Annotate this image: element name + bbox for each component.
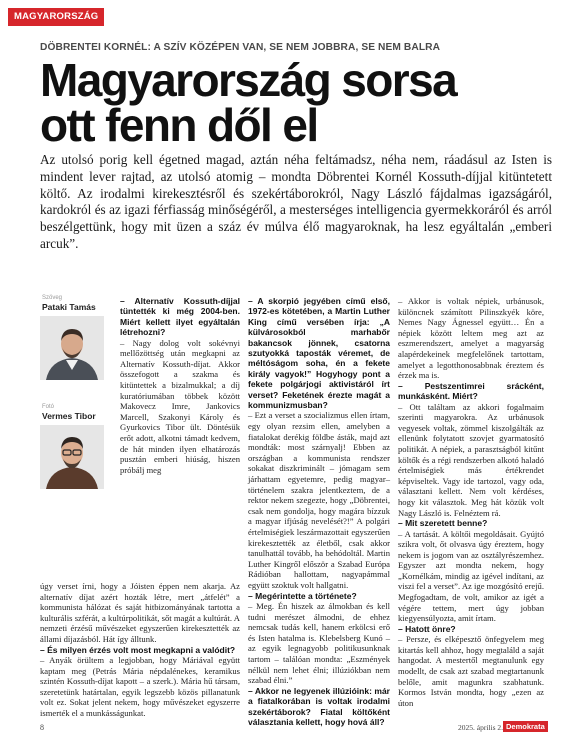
- interview-answer: úgy verset írni, hogy a Jóisten éppen nem akarja. Az alternatív díjat azért hozták létre, mert „átfelét” a kommunista hálózat és saját hitbizományának tartotta a kulturális szférát, a kultúrpolitikát, sőt magát a kultúrát. A nemzeti érzésű művészeket egyszerűen kirekesztették az állami díjazásból. Hát így álltunk.: [40, 581, 240, 644]
- section-tag: MAGYARORSZÁG: [8, 8, 104, 26]
- article-headline: [40, 54, 560, 151]
- author-credit: Szöveg: [42, 295, 63, 301]
- interview-answer: – Persze, és elképesztő önfegyelem meg kitartás kell ahhoz, hogy megtaláld a saját hangodat. A mestertől megtanulunk egy modellt, de csak azt szabad megtartanunk belőle, amit magunkra szabhatunk. Kormos István mondta, hogy „ezen az úton: [398, 634, 544, 708]
- photographer-credit: Fotó: [42, 404, 55, 410]
- author-portrait-icon: [40, 316, 104, 380]
- headline-line-1: Magyarország sorsa: [40, 54, 457, 106]
- interview-answer: – Ezt a verset a szocializmus ellen írtam, egy olyan rezsim ellen, amelyben a fiatalokat derékig földbe ásták, majd azt mondták: most szárnyalj! Ebben az országban a kommunista rendszer sokakat diszkriminált – jómagam sem járhattam egyetemre, pedig magyar–történelem szakra jelentkeztem, de a rektor nekem szegezte, hogy „Döbrentei, csak nem gondolja, hogy magára bízzuk a magyar ifjúság nevelését?!” A polgári értelmiségiek leszármazottait egyszerűen kirekesztették az életből, csak akkor tanulhattál tovább, ha behódoltál. Martin Luther Kingről először a Szabad Európa Rádióban hallottam, nagyapámmal együtt szoktuk volt hallgatni.: [248, 410, 390, 590]
- interview-question: – Hatott önre?: [398, 623, 456, 634]
- interview-answer: – Anyák örültem a legjobban, hogy Máriával együtt kaptam meg (Petrás Mária népdalénekes, keramikus szintén Kossuth-díjat kapott – a szerk.). Mária hű társam, szeretetünk határtalan, egyik legszebb közös pillanatunk volt ez. Sokat jelent nekem, hogy művészeket egyszerre ismerték el a munkásságunkat.: [40, 654, 240, 718]
- author-name: Pataki Tamás: [42, 302, 96, 312]
- author-avatar: [40, 316, 104, 380]
- article-lead: Az utolsó porig kell égetned magad, aztán néha feltámadsz, néha nem, ráadásul az Isten is mindent lever rajtad, az utolsó atomig – mondta Döbrentei Kornél Kossuth-díjjal kitüntetett költő. Az irodalmi kirekesztésről és szekértáborokról, Nagy László fájdalmas igazságáról, kardokról és az igazi férfiasság minőségéről, a mesterséges intelligencia gyermekkoráról és arról beszélgettünk, hogy mit üzen a száz év múlva élő magyaroknak, ha lesz egyáltalán „emberi arcuk”.: [40, 152, 552, 251]
- interview-answer: – Nagy dolog volt sokévnyi mellőzöttség után megkapni az Alternatív Kossuth-díjat. Akkor összefogott a szakma és kitüntettek a bizalmukkal; a díj kuratóriumában többek között Makovecz Imre, Jankovics Marcell, Szakonyi Károly és Gyurkovics Tibor ült. Döntésük erőt adott, alkotni támadt kedvem, de hát minden ilyen elhatározás pusztán emberi hiúság, hiszen próbálj meg: [120, 337, 240, 475]
- interview-answer: – Akkor is voltak népiek, urbánusok, különcnek számított Pilinszkyék köre, Nemes Nagy Ágnessel együtt… Én a népiek között leltem meg azt az eszmerendszert, amelyet a magyarság alapérdekeinek megfelelőnek tartottam, amelyet a legotthonosabbnak éreztem és érzek ma is.: [398, 296, 544, 381]
- article-kicker: DÖBRENTEI KORNÉL: A SZÍV KÖZÉPEN VAN, SE NEM JOBBRA, SE NEM BALRA: [40, 42, 441, 53]
- issue-date: 2025. április 2.: [458, 723, 503, 732]
- magazine-logo: Demokrata: [503, 721, 548, 732]
- body-column-1-continued: [40, 581, 240, 717]
- interview-question: – Alternatív Kossuth-díjjal tüntették ki még 2004-ben. Miért kellett ilyet egyáltalán létrehozni?: [120, 296, 240, 338]
- interview-question: – Pestszentimrei srácként, munkásként. Miért?: [398, 380, 544, 402]
- photographer-portrait-icon: [40, 425, 104, 489]
- interview-question: – Megérintette a története?: [248, 590, 357, 601]
- interview-answer: – Ott találtam az akkori fogalmaim szerinti magyarokra. Az urbánusok vegyesek voltak, zömmel kiszolgálták az ellenünk folytatott szovjet gyarmatosító politikát. A népiek, a parasztságból kitűnt költők és a régi rendszerben alkotó haladó értelmiségiek más értékrendet képviseltek. Vagy ide tartozol, vagy oda, választani kellett. Nem volt kérdéses, hogy kit választok. Meg hát közük volt Nagy László is. Felnéztem rá.: [398, 401, 544, 518]
- interview-question: – Akkor ne legyenek illúzióink: már a fiatalkorában is voltak irodalmi szekértáborok? Fiatal költőként választania kellett, hogy hová áll?: [248, 685, 390, 727]
- body-column-1: [120, 296, 240, 581]
- photographer-avatar: [40, 425, 104, 489]
- interview-question: – És milyen érzés volt most megkapni a valódit?: [40, 644, 236, 655]
- interview-answer: – Meg. Én hiszek az álmokban és kell tudni merészet álmodni, de ehhez nemcsak tudás kell, hanem erkölcsi erő és Isten hatalma is. Klebelsberg Kunó – az egyik legnagyobb politikusunknak tartom – találóan mondta: „Eszmények nélkül nem lehet élni; illúziókban nem szabad élni.”: [248, 600, 390, 686]
- body-column-2: [248, 296, 390, 727]
- body-column-3: [398, 296, 544, 718]
- interview-answer: – A tartását. A költői megoldásait. Gyújtó szikra volt, őt olvasva úgy éreztem, hogy nekem is jogom van az osztályrészemhez. Egyszer azt mondta nekem, hogy „Kornélkám, mindig az igével indítani, az viszi fel a verset”. Az ige mozgósító erejű. Megfogadtam, de volt, amikor az igét a végére tettem, mert úgy jobban kiegyensúlyozta, amit írtam.: [398, 528, 544, 624]
- photographer-box: [20, 403, 120, 489]
- interview-question: – A skorpió jegyében című első, 1972-es kötetében, a Martin Luther King című versében írja: „A külvárosokból marhabőr bakancsok jönnek, csatorna szutyokká taposták véremet, de méltóságom soha, én a fekete király vagyok!” Hogyhogy pont a fekete polgárjogi aktivistáról írt verset? Feketének érezte magát a kommunizmusban?: [248, 296, 390, 411]
- author-box: [20, 294, 120, 380]
- photographer-name: Vermes Tibor: [42, 411, 96, 421]
- headline-line-2: ott fenn dől el: [40, 99, 318, 151]
- interview-question: – Mit szeretett benne?: [398, 518, 488, 529]
- page-number: 8: [40, 723, 44, 732]
